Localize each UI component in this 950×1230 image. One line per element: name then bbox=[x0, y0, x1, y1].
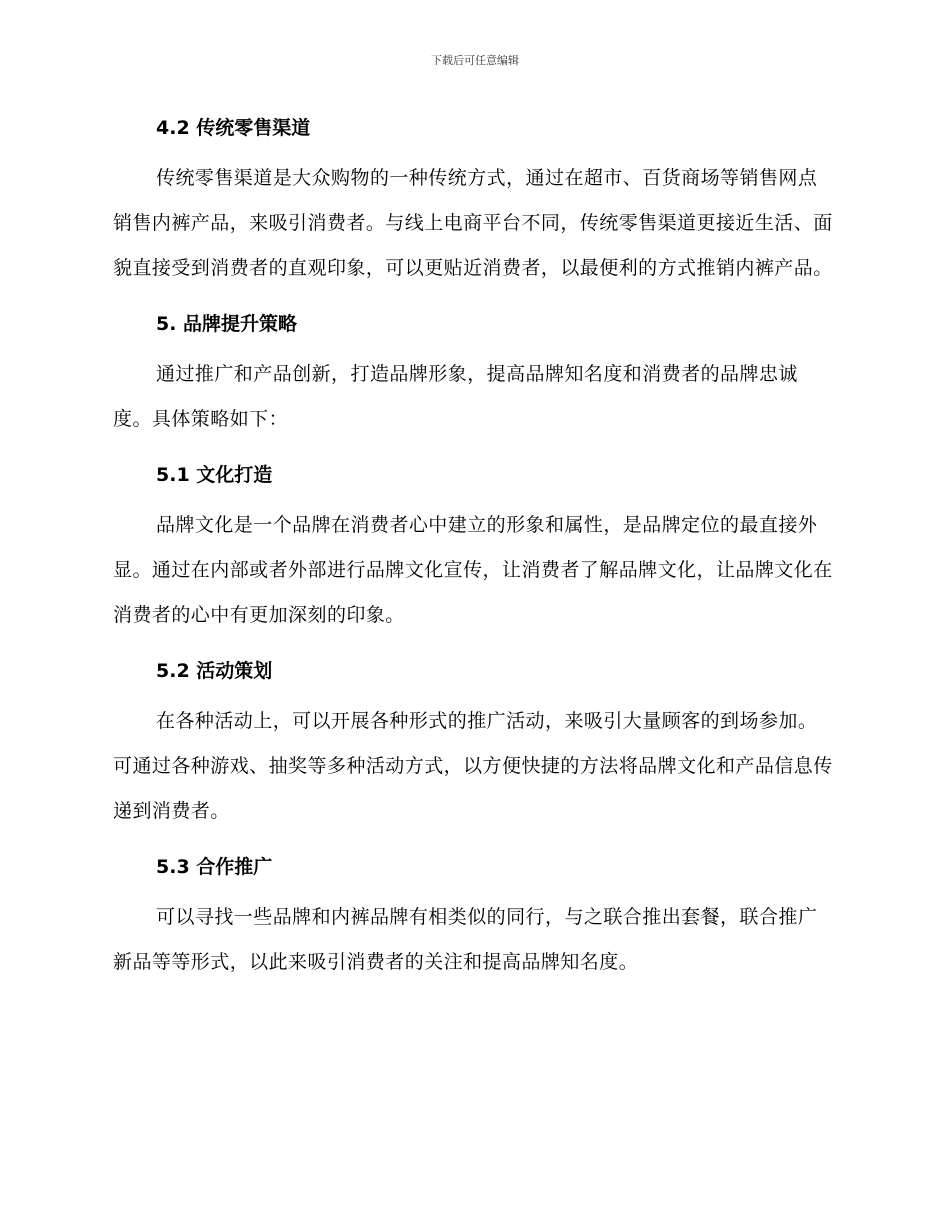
section-heading-5: 5. 品牌提升策略 bbox=[156, 313, 298, 335]
section-paragraph-5: 通过推广和产品创新，打造品牌形象，提高品牌知名度和消费者的品牌忠诚度。具体策略如下： bbox=[113, 363, 798, 430]
section-paragraph-5-2: 在各种活动上，可以开展各种形式的推广活动，来吸引大量顾客的到场参加。可通过各种游戏、抽奖等多种活动方式，以方便快捷的方法将品牌文化和产品信息传递到消费者。 bbox=[113, 710, 833, 822]
section-heading-5-1: 5.1 文化打造 bbox=[156, 464, 273, 486]
section-paragraph-4-2: 传统零售渠道是大众购物的一种传统方式，通过在超市、百货商场等销售网点销售内裤产品，来吸引消费者。与线上电商平台不同，传统零售渠道更接近生活、面貌直接受到消费者的直观印象，可以更贴近消费者，以最便利的方式推销内裤产品。 bbox=[113, 167, 833, 279]
page-header: 下载后可任意编辑 bbox=[431, 54, 519, 67]
section-paragraph-5-1: 品牌文化是一个品牌在消费者心中建立的形象和属性，是品牌定位的最直接外显。通过在内部或者外部进行品牌文化宣传，让消费者了解品牌文化，让品牌文化在消费者的心中有更加深刻的印象。 bbox=[113, 514, 833, 626]
section-paragraph-5-3: 可以寻找一些品牌和内裤品牌有相类似的同行，与之联合推出套餐，联合推广新品等等形式，以此来吸引消费者的关注和提高品牌知名度。 bbox=[113, 906, 818, 973]
document-body bbox=[113, 114, 833, 985]
section-heading-5-2: 5.2 活动策划 bbox=[156, 660, 273, 682]
section-heading-5-3: 5.3 合作推广 bbox=[156, 856, 273, 878]
section-heading-4-2: 4.2 传统零售渠道 bbox=[156, 117, 311, 139]
